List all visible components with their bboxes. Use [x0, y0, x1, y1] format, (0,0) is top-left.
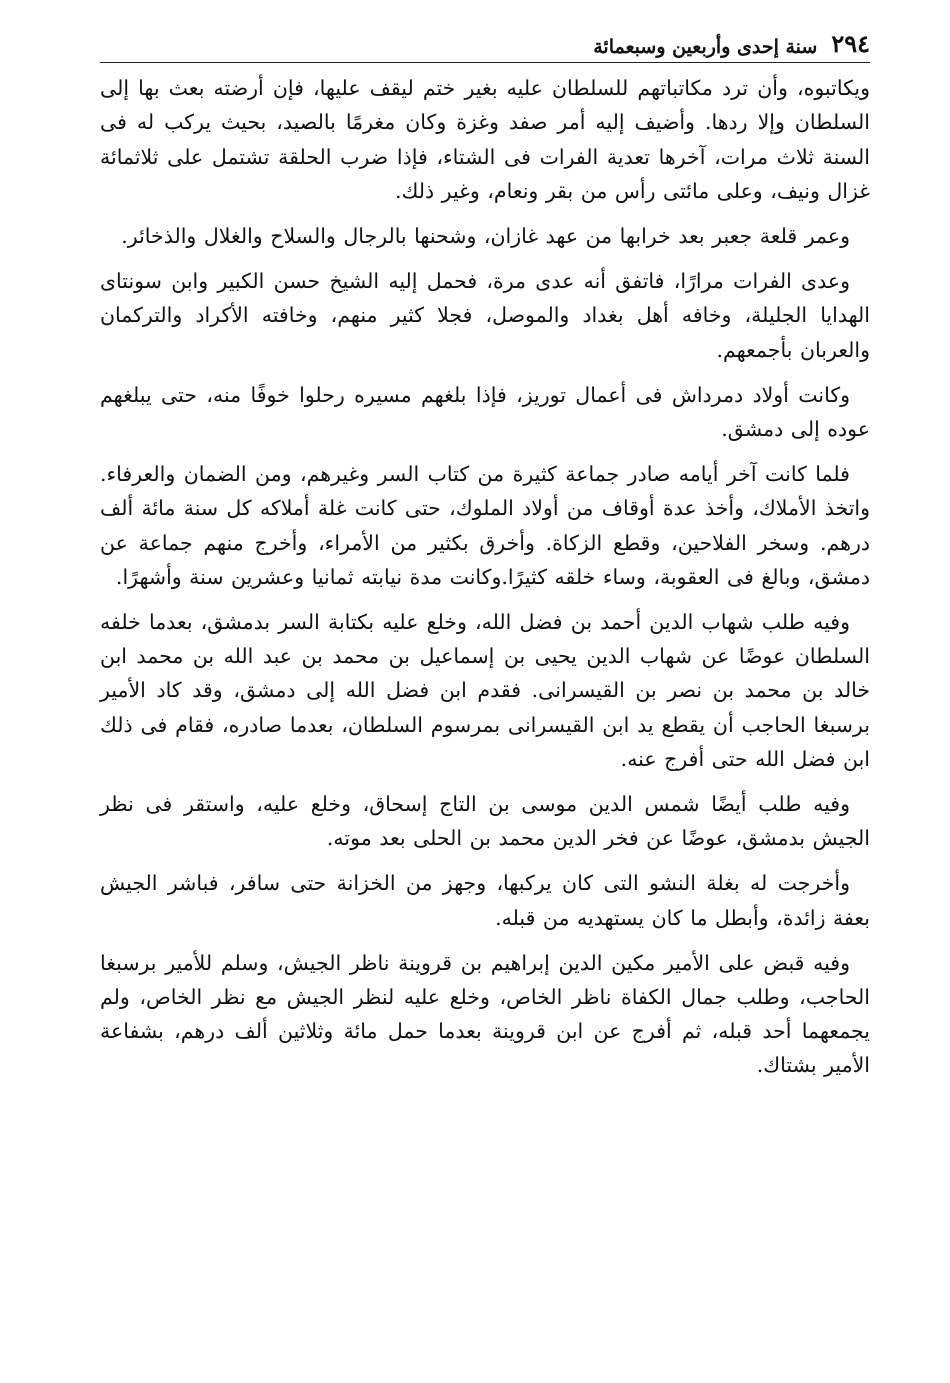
paragraph-7: وفيه طلب أيضًا شمس الدين موسى بن التاج إسحاق، وخلع عليه، واستقر فى نظر الجيش بدمشق، عوضًا عن فخر الدين محمد بن الحلى بعد موته.	[100, 792, 870, 851]
running-header	[100, 28, 870, 63]
paragraph-5: فلما كانت آخر أيامه صادر جماعة كثيرة من كتاب السر وغيرهم، ومن الضمان والعرفاء. واتخذ الأملاك، وأخذ عدة أوقاف من أولاد الملوك، حتى كانت غلة أملاكه كل سنة مائة ألف درهم. وسخر الفلاحين، وقطع الزكاة. وأخرق بكثير من الأمراء، وأخرج منهم جماعة عن دمشق، وبالغ فى العقوبة، وساء خلقه كثيرًا.وكانت مدة نيابته ثمانيا وعشرين سنة وأشهرًا.	[100, 462, 870, 589]
paragraph-2: وعمر قلعة جعبر بعد خرابها من عهد غازان، وشحنها بالرجال والسلاح والغلال والذخائر.	[121, 224, 850, 248]
book-page	[100, 28, 870, 1094]
paragraph-8: وأخرجت له بغلة النشو التى كان يركبها، وجهز من الخزانة حتى سافر، فباشر الجيش بعفة زائدة، وأبطل ما كان يستهديه من قبله.	[100, 871, 870, 930]
paragraph-1: ويكاتبوه، وأن ترد مكاتباتهم للسلطان عليه بغير ختم ليقف عليها، فإن أرضته بعث بها إلى السلطان وإلا ردها. وأضيف إليه أمر صفد وغزة وكان مغرمًا بالصيد، بحيث يركب له فى السنة ثلاث مرات، آخرها تعدية الفرات فى الشتاء، فإذا ضرب الحلقة تشتمل على ثلاثمائة غزال ونيف، وعلى مائتى رأس من بقر ونعام، وغير ذلك.	[100, 76, 870, 203]
running-title: سنة إحدى وأربعين وسبعمائة	[593, 35, 818, 58]
page-number: ٢٩٤	[831, 29, 870, 58]
paragraph-9: وفيه قبض على الأمير مكين الدين إبراهيم بن قروينة ناظر الجيش، وسلم للأمير برسبغا الحاجب، وطلب جمال الكفاة ناظر الخاص، وخلع عليه لنظر الجيش مع نظر الخاص، ولم يجمعهما أحد قبله، ثم أفرج عن ابن قروينة بعدما حمل مائة وثلاثين ألف درهم، بشفاعة الأمير بشتاك.	[100, 950, 870, 1078]
paragraph-6: وفيه طلب شهاب الدين أحمد بن فضل الله، وخلع عليه بكتابة السر بدمشق، بعدما خلفه السلطان عوضًا عن شهاب الدين يحيى بن إسماعيل بن محمد بن عبد الله بن محمد ابن خالد بن محمد بن نصر بن القيسرانى. فقدم ابن فضل الله إلى دمشق، وقد كاد الأمير برسبغا الحاجب أن يقطع يد ابن القيسرانى بمرسوم السلطان، بعدما صادره، فقام فى ذلك ابن فضل الله حتى أفرج عنه.	[100, 610, 870, 771]
paragraph-4: وكانت أولاد دمرداش فى أعمال توريز، فإذا بلغهم مسيره رحلوا خوفًا منه، حتى يبلغهم عوده إلى دمشق.	[100, 382, 870, 442]
body-text	[100, 71, 870, 1082]
paragraph-3: وعدى الفرات مرارًا، فاتفق أنه عدى مرة، فحمل إليه الشيخ حسن الكبير وابن سونتاى الهدايا الجليلة، وخافه أهل بغداد والموصل، فجلا كثير منهم، وخافته الأكراد والتركمان والعربان بأجمعهم.	[100, 269, 870, 362]
